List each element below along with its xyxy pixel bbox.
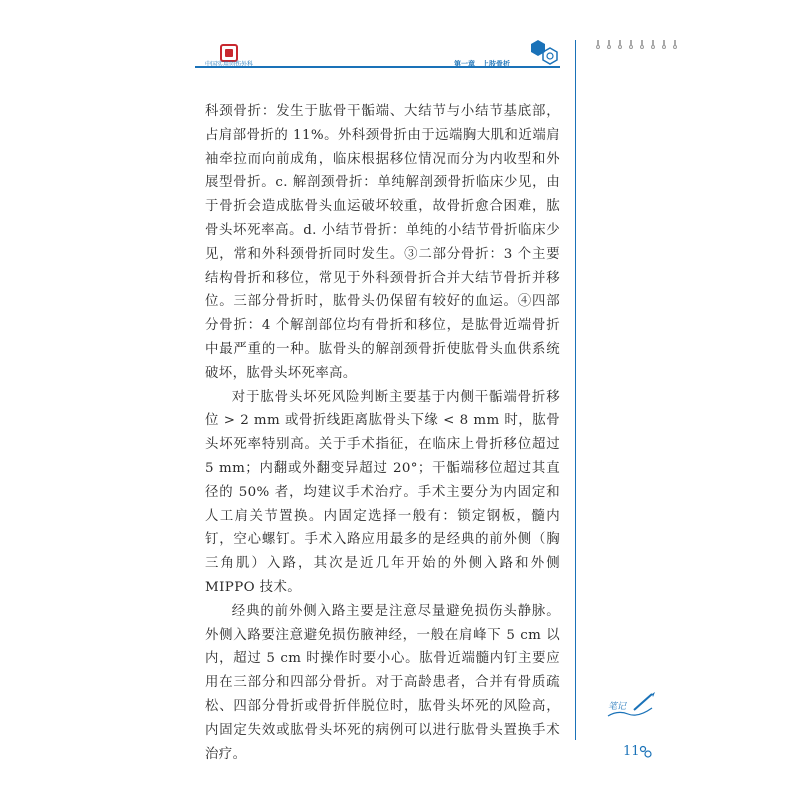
hexagon-decoration-icon (528, 38, 562, 72)
page-number: 11 (623, 744, 640, 759)
body-text (205, 100, 560, 766)
paragraph: 对于肱骨头坏死风险判断主要基于内侧干骺端骨折移位 > 2 mm 或骨折线距离肱骨头下缘 < 8 mm 时，肱骨头坏死率特别高。关于手术指征，在临床上骨折移位超过 5 mm；内翻或外翻变异超过 20°；干骺端移位超过其直径的 50% 者，均建议手术治疗。手术主要分为内固定和人工肩关节置换。内固定选择一般有：锁定钢板，髓内钉，空心螺钉。手术入路应用最多的是经典的前外侧（胸三角肌）入路，其次是近几年开始的外侧入路和外侧 MIPPO 技术。 (205, 389, 560, 595)
notes-label: 笔记 (608, 702, 627, 712)
pin-icon (651, 40, 655, 50)
chapter-title: 第一章 上肢骨折 (454, 60, 510, 68)
pin-icon (673, 40, 677, 50)
page-ornament-icon (639, 745, 653, 759)
pin-icon (640, 40, 644, 50)
notes-decoration (604, 690, 656, 724)
pin-icon (607, 40, 611, 50)
paragraph: 科颈骨折：发生于肱骨干骺端、大结节与小结节基底部，占肩部骨折的 11%。外科颈骨折由于远端胸大肌和近端肩袖牵拉而向前成角，临床根据移位情况而分为内收型和外展型骨折。c. 解剖颈骨折：单纯解剖颈骨折临床少见，由于骨折会造成肱骨头血运破坏较重，故骨折愈合困难，肱骨头坏死率高。d. 小结节骨折：单纯的小结节骨折临床少见，常和外科颈骨折同时发生。③二部分骨折：3 个主要结构骨折和移位，常见于外科颈骨折合并大结节骨折并移位。三部分骨折时，肱骨头仍保留有较好的血运。④四部分骨折：4 个解剖部位均有骨折和移位，是肱骨近端骨折中最严重的一种。肱骨头的解剖颈骨折使肱骨头血供系统破坏，肱骨头坏死率高。 (205, 104, 560, 381)
pin-icon (662, 40, 666, 50)
paragraph: 经典的前外侧入路主要是注意尽量避免损伤头静脉。外侧入路要注意避免损伤腋神经，一般在肩峰下 5 cm 以内，超过 5 cm 时操作时要小心。肱骨近端髓内钉主要应用在三部分和四部分骨折。对于高龄患者，合并有骨质疏松、四部分骨折或骨折伴脱位时，肱骨头坏死的风险高，内固定失效或肱骨头坏死的病例可以进行肱骨头置换手术治疗。 (205, 603, 560, 762)
pen-icon (604, 690, 656, 720)
series-title: 中国实用创伤外科 (205, 61, 254, 68)
pin-icon (618, 40, 622, 50)
margin-rule (575, 40, 576, 740)
pin-icon (596, 40, 600, 50)
pin-icon (629, 40, 633, 50)
